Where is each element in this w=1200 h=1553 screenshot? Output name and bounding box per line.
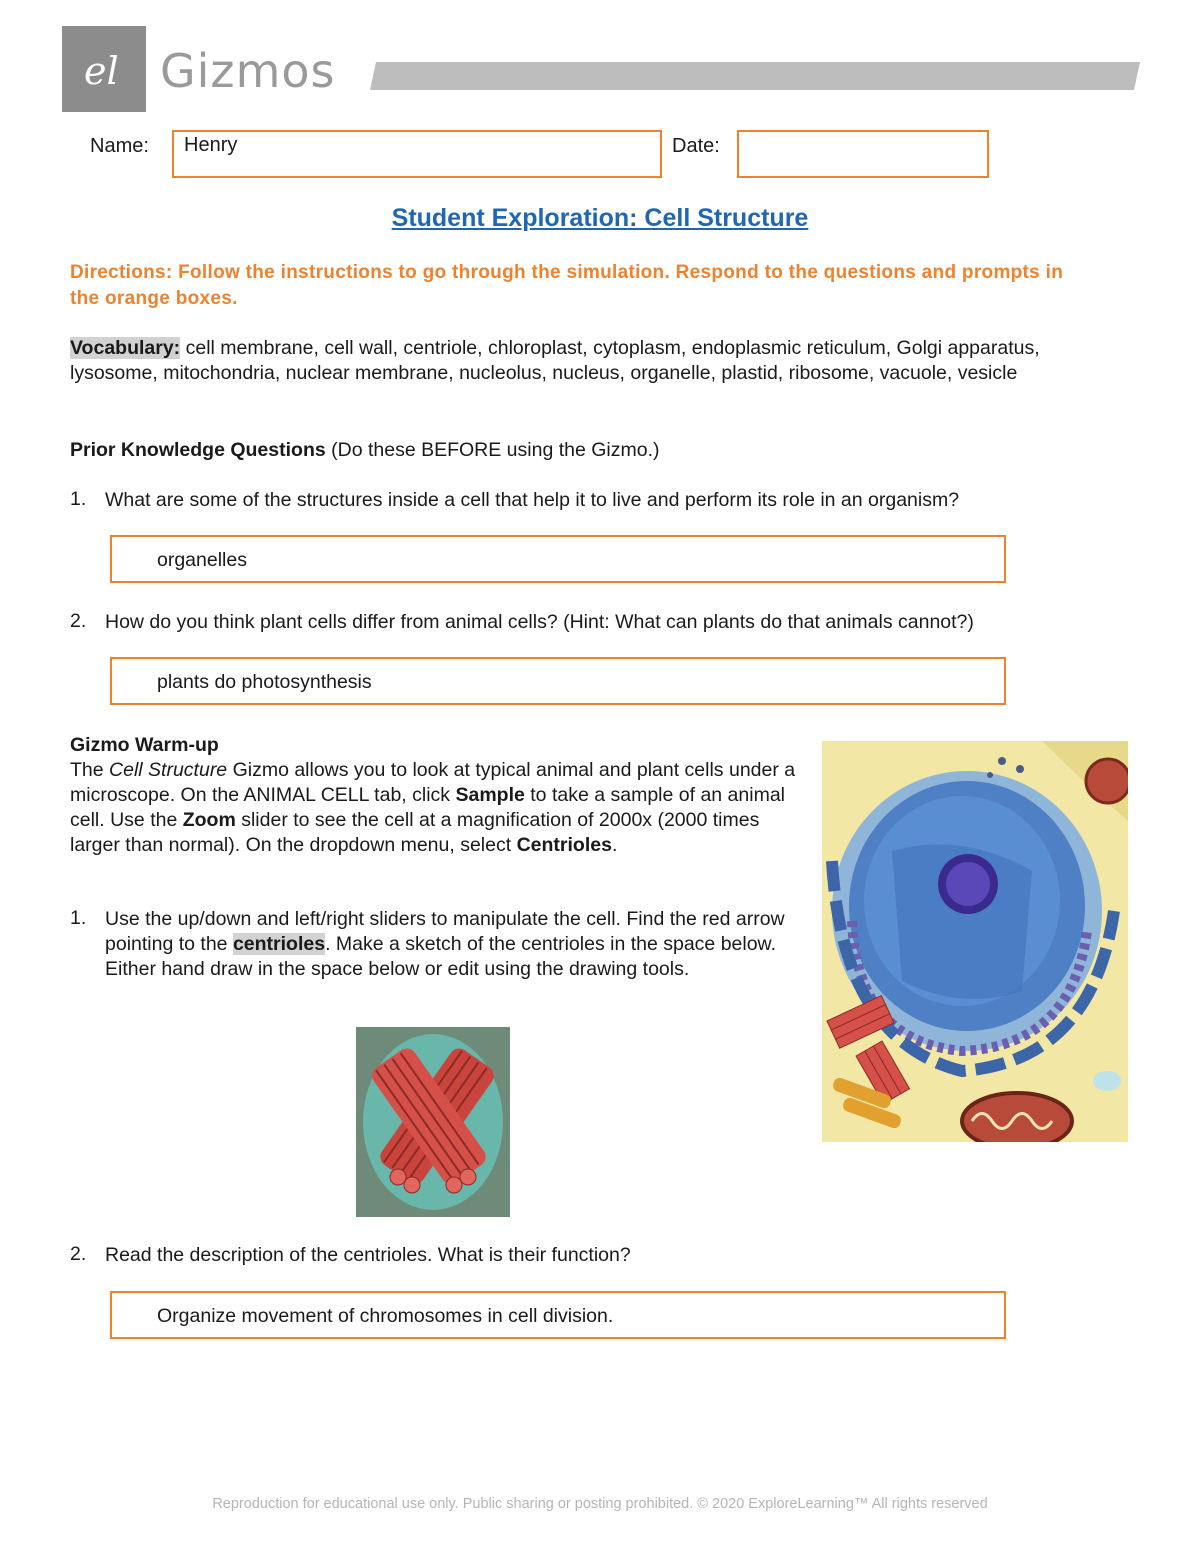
pk-question-1-number: 1. <box>70 488 87 510</box>
vocabulary-paragraph <box>70 336 1080 386</box>
prior-knowledge-note: (Do these BEFORE using the Gizmo.) <box>325 439 660 461</box>
warmup-intro-centrioles: Centrioles <box>516 834 612 856</box>
vocabulary-terms: cell membrane, cell wall, centriole, chloroplast, cytoplasm, endoplasmic reticulum, Golgi apparatus, lysosome, mitochondria, nuclear membrane, nucleolus, nucleus, organelle, plastid, ribosome, vacuole, vesicle <box>70 337 1040 384</box>
warmup-answer-2-box[interactable] <box>110 1291 1006 1339</box>
warmup-section <box>70 733 805 858</box>
animal-cell-illustration <box>822 741 1128 1142</box>
vocabulary-label: Vocabulary: <box>70 337 181 359</box>
header-bar <box>370 62 1140 90</box>
warmup-intro-zoom: Zoom <box>182 809 236 831</box>
name-label: Name: <box>90 135 149 157</box>
date-value <box>739 132 987 134</box>
warmup-question-1-number: 1. <box>70 907 87 929</box>
date-field[interactable] <box>737 130 989 178</box>
prior-knowledge-heading <box>70 438 1120 463</box>
footer-copyright: Reproduction for educational use only. Public sharing or posting prohibited. © 2020 ExploreLearning™ All rights reserved <box>212 1496 988 1512</box>
pk-question-2-number: 2. <box>70 610 87 632</box>
pk-question-1-text: What are some of the structures inside a cell that help it to live and perform its role in an organism? <box>105 489 960 511</box>
warmup-q1-part-1: Use the up/down and left/right sliders to manipulate the cell. Find the red arrow pointing to the <box>105 908 785 955</box>
pk-question-2-text: How do you think plant cells differ from animal cells? (Hint: What can plants do that animals cannot?) <box>105 611 974 633</box>
prior-knowledge-title: Prior Knowledge Questions <box>70 439 326 461</box>
date-label: Date: <box>672 135 720 157</box>
brand-name: Gizmos <box>160 44 336 98</box>
warmup-question-1-text <box>105 907 805 982</box>
logo-glyph: el <box>84 49 119 93</box>
centriole-sketch-image <box>356 1027 510 1217</box>
pk-answer-2-box[interactable] <box>110 657 1006 705</box>
warmup-intro-3: to take a sample of an animal cell. Use the <box>70 784 785 831</box>
warmup-intro-4: slider to see the cell at a magnification of 2000x (2000 times larger than normal). On the dropdown menu, select <box>70 809 760 856</box>
warmup-answer-2: Organize movement of chromosomes in cell division. <box>157 1305 614 1327</box>
el-logo-icon <box>62 26 146 112</box>
pk-answer-2: plants do photosynthesis <box>157 671 372 693</box>
warmup-intro-2: Gizmo allows you to look at typical animal and plant cells under a microscope. On the ANIMAL CELL tab, click <box>70 759 796 806</box>
name-value: Henry <box>184 134 238 156</box>
directions-text: Directions: Follow the instructions to go through the simulation. Respond to the questions and prompts in the orange boxes. <box>70 262 1064 309</box>
warmup-question-2-text: Read the description of the centrioles. What is their function? <box>105 1244 631 1266</box>
warmup-intro-sample: Sample <box>455 784 525 806</box>
warmup-q1-centrioles: centrioles <box>232 933 326 955</box>
page-title: Student Exploration: Cell Structure <box>391 204 809 232</box>
warmup-intro-5: . <box>611 834 618 856</box>
pk-answer-1: organelles <box>157 549 247 571</box>
pk-answer-1-box[interactable] <box>110 535 1006 583</box>
warmup-intro-italic: Cell Structure <box>109 759 228 781</box>
warmup-question-2-number: 2. <box>70 1243 87 1265</box>
gizmos-logo-tile <box>62 26 146 112</box>
name-field[interactable] <box>172 130 662 178</box>
warmup-intro-1: The <box>70 759 110 781</box>
warmup-heading: Gizmo Warm-up <box>70 734 219 756</box>
warmup-q1-part-2: . Make a sketch of the centrioles in the space below. Either hand draw in the space below or edit using the drawing tools. <box>105 933 776 980</box>
